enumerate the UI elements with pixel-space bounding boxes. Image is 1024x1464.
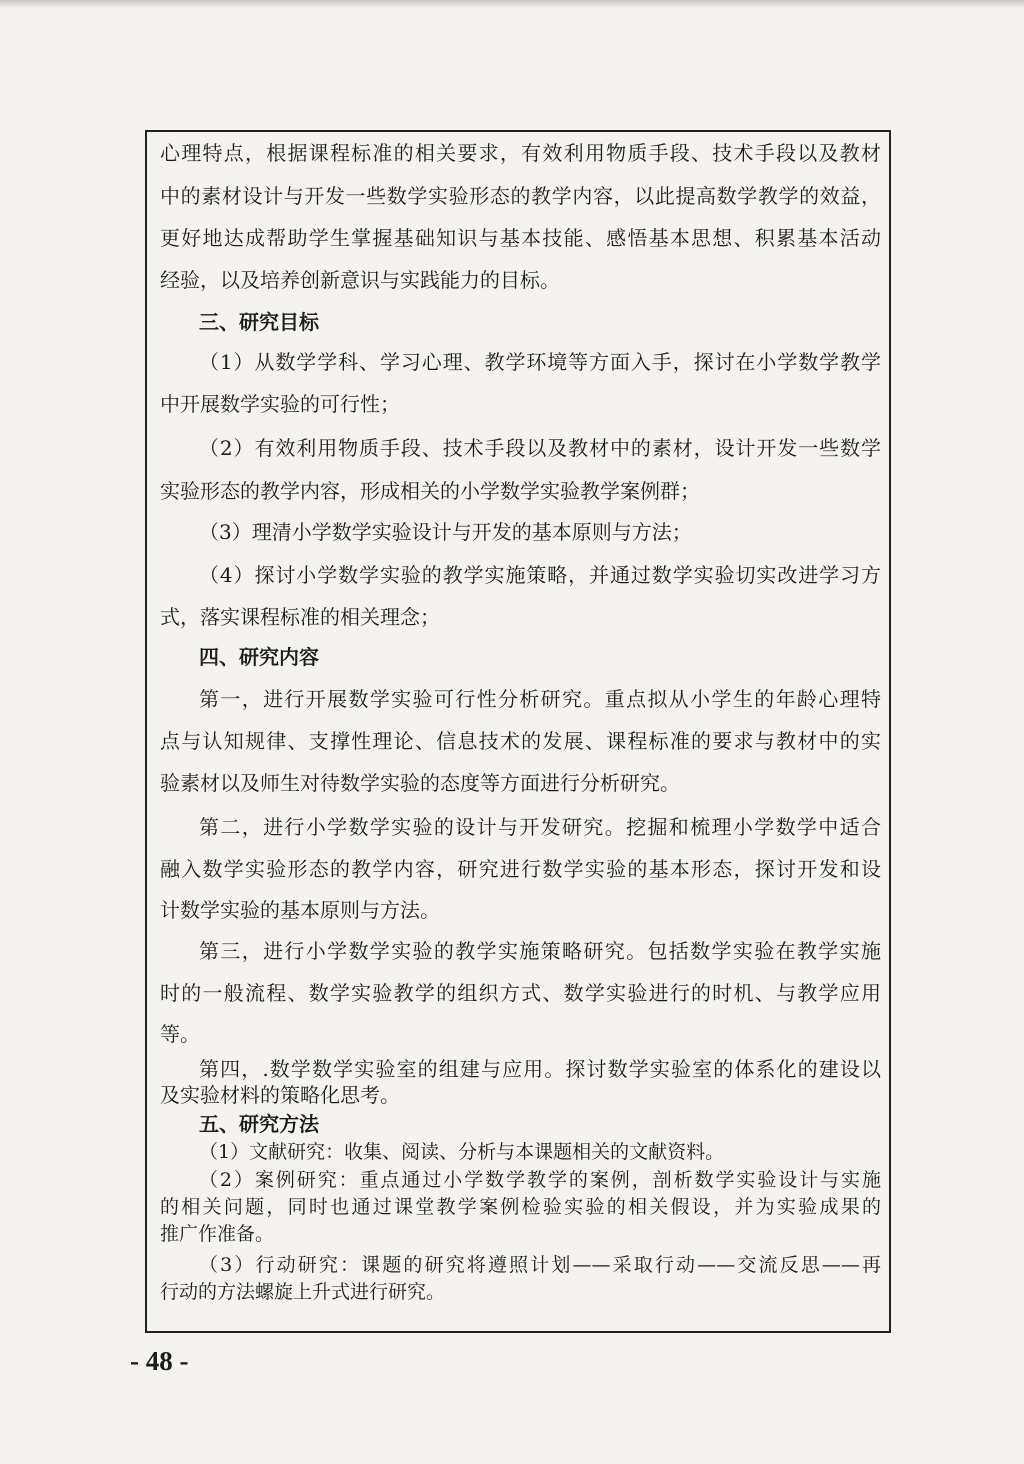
text-line: 第二，进行小学数学实验的设计与开发研究。挖掘和梳理小学数学中适合 xyxy=(199,815,881,839)
text-line: （3）行动研究：课题的研究将遵照计划——采取行动——交流反思——再 xyxy=(199,1254,881,1276)
text-line: 融入数学实验形态的教学内容，研究进行数学实验的基本形态，探讨开发和设 xyxy=(160,857,881,881)
text-line: 中的素材设计与开发一些数学实验形态的教学内容，以此提高数学教学的效益， xyxy=(160,184,881,208)
text-line: 中开展数学实验的可行性； xyxy=(160,392,400,416)
text-line: 更好地达成帮助学生掌握基础知识与基本技能、感悟基本思想、积累基本活动 xyxy=(160,226,881,250)
text-line: （1）从数学学科、学习心理、教学环境等方面入手，探讨在小学数学教学 xyxy=(199,350,881,374)
text-line: （1）文献研究：收集、阅读、分析与本课题相关的文献资料。 xyxy=(199,1141,725,1163)
text-line: （4）探讨小学数学实验的教学实施策略，并通过数学实验切实改进学习方 xyxy=(199,563,881,587)
text-line: 心理特点，根据课程标准的相关要求，有效利用物质手段、技术手段以及教材 xyxy=(160,141,881,165)
page-number: - 48 - xyxy=(130,1346,189,1376)
section-heading-research-content: 四、研究内容 xyxy=(199,645,319,669)
text-line: 时的一般流程、数学实验教学的组织方式、数学实验进行的时机、与教学应用 xyxy=(160,981,881,1005)
text-line: 式，落实课程标准的相关理念； xyxy=(160,605,440,629)
text-line: （3）理清小学数学实验设计与开发的基本原则与方法； xyxy=(199,520,692,544)
text-line: 验素材以及师生对待数学实验的态度等方面进行分析研究。 xyxy=(160,771,680,795)
text-line: 计数学实验的基本原则与方法。 xyxy=(160,898,440,922)
text-line: （2）有效利用物质手段、技术手段以及教材中的素材，设计开发一些数学 xyxy=(199,436,881,460)
text-line: 等。 xyxy=(160,1022,200,1046)
text-line: 第一，进行开展数学实验可行性分析研究。重点拟从小学生的年龄心理特 xyxy=(199,687,881,711)
text-line: 点与认知规律、支撑性理论、信息技术的发展、课程标准的要求与教材中的实 xyxy=(160,729,881,753)
scan-top-edge xyxy=(0,0,1024,8)
text-line: 实验形态的教学内容，形成相关的小学数学实验教学案例群； xyxy=(160,479,700,503)
text-line: 行动的方法螺旋上升式进行研究。 xyxy=(160,1281,446,1303)
text-line: （2）案例研究：重点通过小学数学教学的案例，剖析数学实验设计与实施 xyxy=(199,1169,881,1191)
text-line: 的相关问题，同时也通过课堂教学案例检验实验的相关假设，并为实验成果的 xyxy=(160,1196,881,1218)
text-line: 第三，进行小学数学实验的教学实施策略研究。包括数学实验在教学实施 xyxy=(199,939,881,963)
section-heading-research-methods: 五、研究方法 xyxy=(199,1112,319,1136)
text-line: 第四，.数学数学实验室的组建与应用。探讨数学实验室的体系化的建设以 xyxy=(199,1057,881,1081)
text-line: 及实验材料的策略化思考。 xyxy=(160,1083,400,1107)
text-line: 推广作准备。 xyxy=(160,1223,275,1245)
text-line: 经验，以及培养创新意识与实践能力的目标。 xyxy=(160,268,560,292)
section-heading-research-goals: 三、研究目标 xyxy=(199,310,319,334)
